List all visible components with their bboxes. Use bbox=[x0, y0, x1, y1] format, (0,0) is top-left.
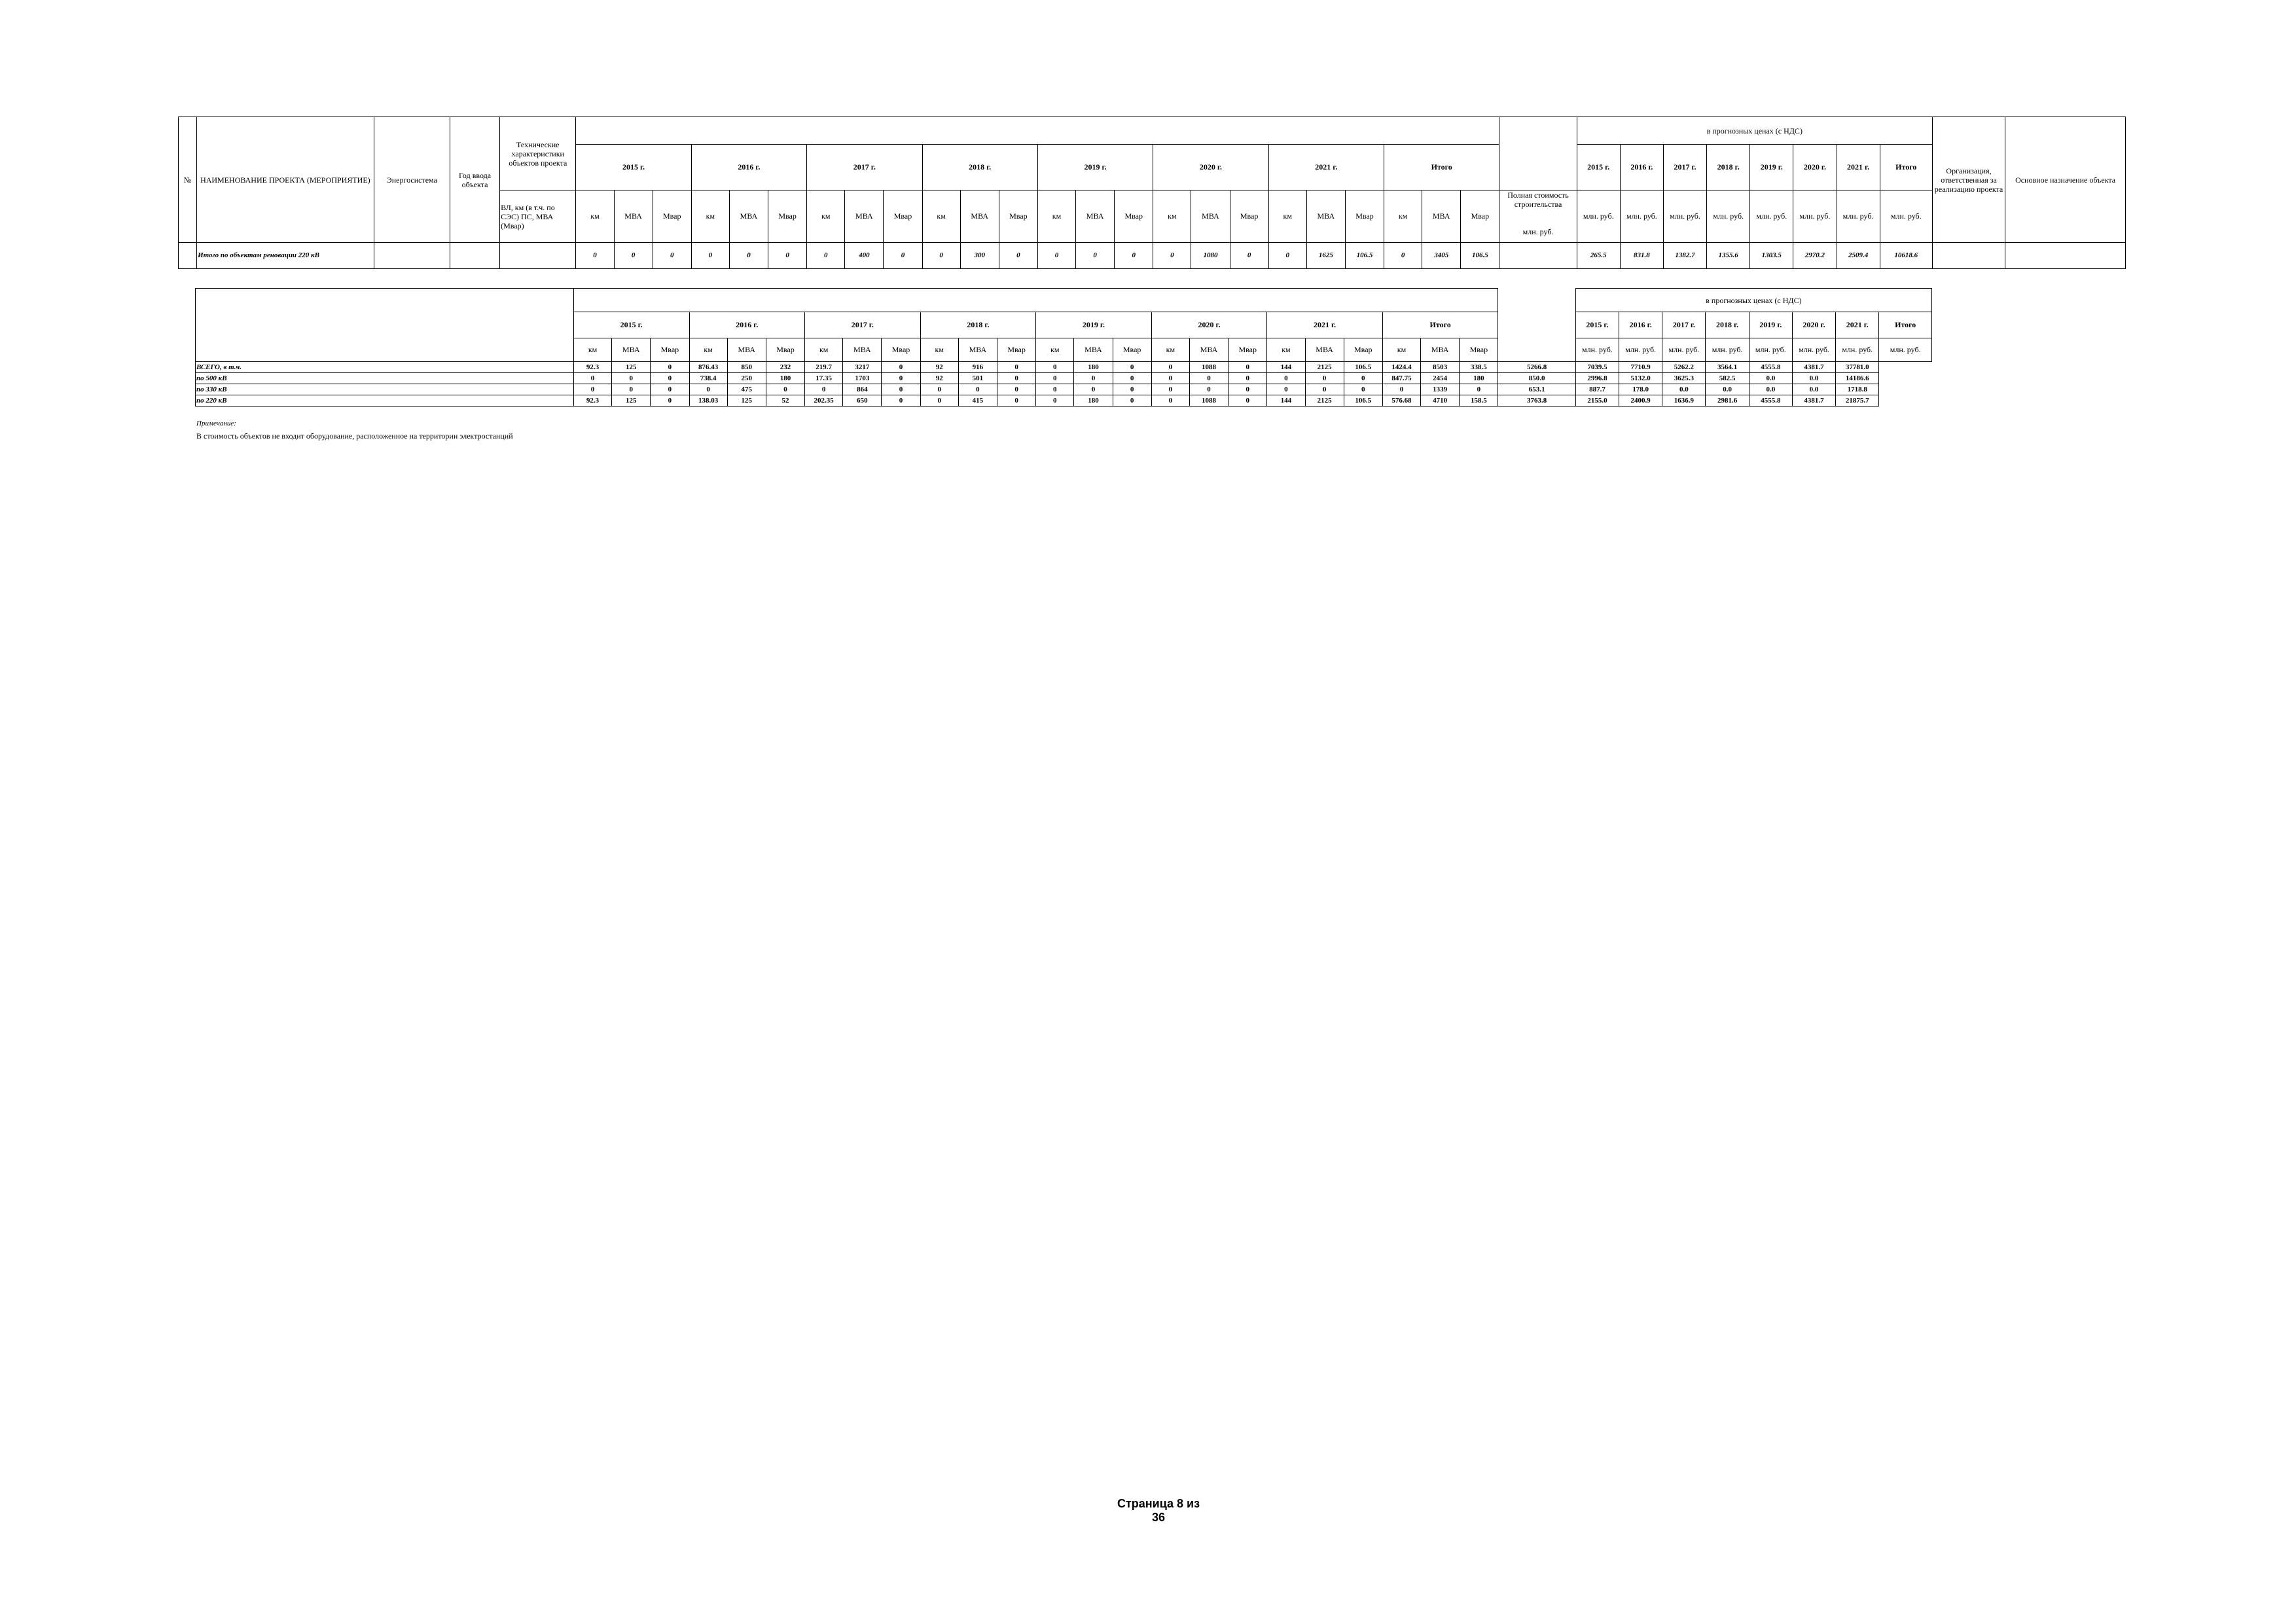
cost-cell: 10618.6 bbox=[1880, 243, 1932, 269]
value-cell: 180 bbox=[766, 373, 804, 384]
unit-header: МВА bbox=[727, 338, 766, 362]
year-header: 2021 г. bbox=[1268, 145, 1384, 190]
value-cell: 8503 bbox=[1421, 362, 1460, 373]
value-cell: 0 bbox=[1036, 384, 1074, 395]
value-cell: 92.3 bbox=[573, 362, 611, 373]
full-cost-label: Полная стоимость строительства bbox=[1507, 190, 1569, 209]
year-header: 2015 г. bbox=[573, 312, 689, 338]
year-header: 2020 г. bbox=[1153, 145, 1268, 190]
cost-year-header: 2021 г. bbox=[1836, 312, 1879, 338]
col-header-tech-characteristics: Технические характеристики объектов проекта bbox=[500, 117, 576, 190]
value-cell: 415 bbox=[958, 395, 997, 406]
table-row bbox=[196, 384, 1932, 395]
cost-cell: 887.7 bbox=[1575, 384, 1619, 395]
value-cell: 0 bbox=[1037, 243, 1075, 269]
value-cell: 0 bbox=[612, 373, 651, 384]
cost-year-header: 2018 г. bbox=[1706, 312, 1749, 338]
value-cell: 0 bbox=[1229, 373, 1267, 384]
year-header: 2017 г. bbox=[807, 145, 922, 190]
year-header: 2017 г. bbox=[805, 312, 921, 338]
value-cell: 0 bbox=[1074, 384, 1113, 395]
cost-year-header: 2020 г. bbox=[1792, 312, 1835, 338]
value-cell: 125 bbox=[612, 362, 651, 373]
value-cell: 250 bbox=[727, 373, 766, 384]
unit-header: Мвар bbox=[1115, 190, 1153, 243]
cost-year-header: 2019 г. bbox=[1749, 312, 1792, 338]
value-cell: 0 bbox=[1229, 395, 1267, 406]
value-cell: 106.5 bbox=[1461, 243, 1499, 269]
unit-header: Мвар bbox=[768, 190, 807, 243]
unit-header: МВА bbox=[845, 190, 884, 243]
cost-unit-header: млн. руб. bbox=[1749, 338, 1792, 362]
year-header: 2016 г. bbox=[691, 145, 806, 190]
value-cell: 0 bbox=[1230, 243, 1268, 269]
empty-cell bbox=[500, 243, 576, 269]
cost-cell: 2981.6 bbox=[1706, 395, 1749, 406]
value-cell: 0 bbox=[1153, 243, 1191, 269]
year-header: 2019 г. bbox=[1037, 145, 1153, 190]
value-cell: 0 bbox=[1115, 243, 1153, 269]
value-cell: 0 bbox=[1036, 373, 1074, 384]
cost-cell: 2400.9 bbox=[1619, 395, 1662, 406]
forecast-prices-header: в прогнозных ценах (с НДС) bbox=[1575, 289, 1931, 312]
unit-header: Мвар bbox=[1461, 190, 1499, 243]
value-cell: 847.75 bbox=[1382, 373, 1420, 384]
unit-header: Мвар bbox=[653, 190, 691, 243]
value-cell: 0 bbox=[729, 243, 768, 269]
value-cell: 916 bbox=[958, 362, 997, 373]
unit-header: Мвар bbox=[1344, 338, 1382, 362]
cost-cell: 2996.8 bbox=[1575, 373, 1619, 384]
cost-cell: 0.0 bbox=[1662, 384, 1706, 395]
unit-header: МВА bbox=[614, 190, 653, 243]
unit-header: км bbox=[805, 338, 843, 362]
cost-cell: 14186.6 bbox=[1836, 373, 1879, 384]
unit-header: МВА bbox=[960, 190, 999, 243]
value-cell: 1424.4 bbox=[1382, 362, 1420, 373]
cost-year-header: Итого bbox=[1880, 145, 1932, 190]
page-footer: Страница 8 из 36 bbox=[1117, 1497, 1200, 1524]
empty-cell bbox=[1499, 243, 1577, 269]
value-cell: 1339 bbox=[1421, 384, 1460, 395]
value-cell: 106.5 bbox=[1344, 362, 1382, 373]
cost-unit-header: млн. руб. bbox=[1575, 338, 1619, 362]
unit-header: Мвар bbox=[999, 190, 1037, 243]
empty-cell bbox=[1932, 243, 2005, 269]
unit-header: км bbox=[1036, 338, 1074, 362]
cost-cell: 1718.8 bbox=[1836, 384, 1879, 395]
unit-header: км bbox=[1267, 338, 1305, 362]
cost-cell: 4555.8 bbox=[1749, 362, 1792, 373]
value-cell: 0 bbox=[768, 243, 807, 269]
value-cell: 338.5 bbox=[1460, 362, 1498, 373]
value-cell: 0 bbox=[882, 373, 920, 384]
empty-header-cell bbox=[573, 289, 1498, 312]
col-header-organization: Организация, ответственная за реализацию проекта bbox=[1932, 117, 2005, 243]
value-cell: 0 bbox=[997, 395, 1036, 406]
col-header-purpose: Основное назначение объекта bbox=[2005, 117, 2126, 243]
unit-header: МВА bbox=[1076, 190, 1115, 243]
unit-header: Мвар bbox=[1229, 338, 1267, 362]
value-cell: 3217 bbox=[843, 362, 882, 373]
unit-header: Мвар bbox=[651, 338, 689, 362]
cost-unit-header: млн. руб. bbox=[1707, 190, 1750, 243]
unit-header: Мвар bbox=[1345, 190, 1384, 243]
value-cell: 0 bbox=[920, 384, 958, 395]
value-cell: 650 bbox=[843, 395, 882, 406]
value-cell: 106.5 bbox=[1344, 395, 1382, 406]
unit-header: км bbox=[689, 338, 727, 362]
cost-cell: 5132.0 bbox=[1619, 373, 1662, 384]
cost-unit-header: млн. руб. bbox=[1879, 338, 1932, 362]
cost-cell: 5266.8 bbox=[1498, 362, 1575, 373]
table-row bbox=[179, 243, 2126, 269]
unit-header: МВА bbox=[1305, 338, 1344, 362]
note-title: Примечание: bbox=[196, 420, 236, 427]
value-cell: 0 bbox=[997, 373, 1036, 384]
value-cell: 0 bbox=[1151, 362, 1189, 373]
cost-year-header: 2015 г. bbox=[1575, 312, 1619, 338]
value-cell: 0 bbox=[1267, 373, 1305, 384]
unit-header: км bbox=[691, 190, 729, 243]
value-cell: 52 bbox=[766, 395, 804, 406]
year-header: 2019 г. bbox=[1036, 312, 1152, 338]
value-cell: 158.5 bbox=[1460, 395, 1498, 406]
cost-cell: 1303.5 bbox=[1750, 243, 1793, 269]
col-header-full-cost bbox=[1499, 190, 1577, 243]
value-cell: 0 bbox=[958, 384, 997, 395]
cost-year-header: 2021 г. bbox=[1837, 145, 1880, 190]
cost-unit-header: млн. руб. bbox=[1620, 190, 1663, 243]
value-cell: 2454 bbox=[1421, 373, 1460, 384]
value-cell: 0 bbox=[999, 243, 1037, 269]
value-cell: 0 bbox=[576, 243, 614, 269]
unit-header: км bbox=[922, 190, 960, 243]
value-cell: 0 bbox=[612, 384, 651, 395]
cost-cell: 21875.7 bbox=[1836, 395, 1879, 406]
cost-unit-header: млн. руб. bbox=[1577, 190, 1620, 243]
value-cell: 180 bbox=[1460, 373, 1498, 384]
cost-cell: 3763.8 bbox=[1498, 395, 1575, 406]
value-cell: 501 bbox=[958, 373, 997, 384]
unit-header: Мвар bbox=[884, 190, 922, 243]
cost-unit-header: млн. руб. bbox=[1837, 190, 1880, 243]
value-cell: 17.35 bbox=[805, 373, 843, 384]
empty-header-cell bbox=[1499, 117, 1577, 190]
cost-year-header: 2020 г. bbox=[1793, 145, 1837, 190]
unit-header: км bbox=[920, 338, 958, 362]
value-cell: 0 bbox=[1229, 362, 1267, 373]
cost-cell: 4555.8 bbox=[1749, 395, 1792, 406]
cost-year-header: 2019 г. bbox=[1750, 145, 1793, 190]
value-cell: 2125 bbox=[1305, 362, 1344, 373]
cost-unit-header: млн. руб. bbox=[1880, 190, 1932, 243]
unit-header: МВА bbox=[729, 190, 768, 243]
value-cell: 0 bbox=[1151, 384, 1189, 395]
cost-year-header: 2017 г. bbox=[1663, 145, 1706, 190]
value-cell: 0 bbox=[1113, 362, 1151, 373]
value-cell: 125 bbox=[727, 395, 766, 406]
cost-cell: 5262.2 bbox=[1662, 362, 1706, 373]
cost-cell: 0.0 bbox=[1792, 384, 1835, 395]
value-cell: 1080 bbox=[1191, 243, 1230, 269]
value-cell: 0 bbox=[651, 395, 689, 406]
value-cell: 0 bbox=[689, 384, 727, 395]
cost-unit-header: млн. руб. bbox=[1750, 190, 1793, 243]
value-cell: 0 bbox=[1344, 373, 1382, 384]
value-cell: 850 bbox=[727, 362, 766, 373]
year-header: 2015 г. bbox=[576, 145, 691, 190]
spacer-column bbox=[1498, 289, 1575, 362]
value-cell: 864 bbox=[843, 384, 882, 395]
value-cell: 0 bbox=[573, 384, 611, 395]
unit-header: МВА bbox=[1189, 338, 1228, 362]
value-cell: 300 bbox=[960, 243, 999, 269]
note-text: В стоимость объектов не входит оборудование, расположенное на территории электростанций bbox=[196, 431, 513, 441]
value-cell: 0 bbox=[1267, 384, 1305, 395]
cost-unit-header: млн. руб. bbox=[1663, 190, 1706, 243]
value-cell: 0 bbox=[1268, 243, 1306, 269]
value-cell: 219.7 bbox=[805, 362, 843, 373]
value-cell: 0 bbox=[573, 373, 611, 384]
value-cell: 0 bbox=[614, 243, 653, 269]
value-cell: 1088 bbox=[1189, 362, 1228, 373]
unit-header: МВА bbox=[958, 338, 997, 362]
value-cell: 0 bbox=[997, 362, 1036, 373]
cost-year-header: 2016 г. bbox=[1619, 312, 1662, 338]
value-cell: 1088 bbox=[1189, 395, 1228, 406]
value-cell: 1625 bbox=[1306, 243, 1345, 269]
unit-header: Мвар bbox=[1230, 190, 1268, 243]
col-header-number: № bbox=[179, 117, 197, 243]
empty-cell bbox=[179, 243, 197, 269]
unit-header: км bbox=[573, 338, 611, 362]
value-cell: 0 bbox=[1460, 384, 1498, 395]
unit-header: МВА bbox=[1422, 190, 1461, 243]
value-cell: 0 bbox=[651, 362, 689, 373]
cost-cell: 2155.0 bbox=[1575, 395, 1619, 406]
unit-header: МВА bbox=[1306, 190, 1345, 243]
cost-cell: 37781.0 bbox=[1836, 362, 1879, 373]
unit-header: км bbox=[807, 190, 845, 243]
year-header: Итого bbox=[1384, 145, 1499, 190]
cost-cell: 831.8 bbox=[1620, 243, 1663, 269]
row-label: по 500 кВ bbox=[196, 373, 574, 384]
cost-cell: 1355.6 bbox=[1707, 243, 1750, 269]
value-cell: 0 bbox=[807, 243, 845, 269]
year-header: 2018 г. bbox=[920, 312, 1036, 338]
value-cell: 0 bbox=[1113, 373, 1151, 384]
cost-year-header: 2016 г. bbox=[1620, 145, 1663, 190]
cost-cell: 1636.9 bbox=[1662, 395, 1706, 406]
value-cell: 0 bbox=[884, 243, 922, 269]
unit-header: Мвар bbox=[1460, 338, 1498, 362]
cost-cell: 850.0 bbox=[1498, 373, 1575, 384]
value-cell: 1703 bbox=[843, 373, 882, 384]
cost-cell: 2509.4 bbox=[1837, 243, 1880, 269]
value-cell: 92 bbox=[920, 373, 958, 384]
table-row bbox=[196, 362, 1932, 373]
unit-header: МВА bbox=[843, 338, 882, 362]
value-cell: 3405 bbox=[1422, 243, 1461, 269]
unit-header: МВА bbox=[1074, 338, 1113, 362]
row-label: ВСЕГО, в т.ч. bbox=[196, 362, 574, 373]
value-cell: 0 bbox=[1076, 243, 1115, 269]
projects-table bbox=[178, 117, 2126, 269]
cost-unit-header: млн. руб. bbox=[1619, 338, 1662, 362]
cost-cell: 3564.1 bbox=[1706, 362, 1749, 373]
unit-header: км bbox=[1037, 190, 1075, 243]
forecast-prices-header: в прогнозных ценах (с НДС) bbox=[1577, 117, 1932, 145]
value-cell: 0 bbox=[1113, 384, 1151, 395]
cost-cell: 0.0 bbox=[1749, 373, 1792, 384]
cost-unit-header: млн. руб. bbox=[1662, 338, 1706, 362]
cost-cell: 0.0 bbox=[1706, 384, 1749, 395]
value-cell: 0 bbox=[1036, 362, 1074, 373]
cost-cell: 4381.7 bbox=[1792, 395, 1835, 406]
value-cell: 92.3 bbox=[573, 395, 611, 406]
value-cell: 180 bbox=[1074, 362, 1113, 373]
unit-header: Мвар bbox=[997, 338, 1036, 362]
cost-cell: 2970.2 bbox=[1793, 243, 1837, 269]
full-cost-unit: млн. руб. bbox=[1522, 227, 1554, 236]
value-cell: 0 bbox=[882, 395, 920, 406]
value-cell: 4710 bbox=[1421, 395, 1460, 406]
value-cell: 92 bbox=[920, 362, 958, 373]
value-cell: 0 bbox=[1305, 384, 1344, 395]
value-cell: 0 bbox=[653, 243, 691, 269]
row-label: по 330 кВ bbox=[196, 384, 574, 395]
value-cell: 0 bbox=[1229, 384, 1267, 395]
unit-header: МВА bbox=[1191, 190, 1230, 243]
cost-cell: 0.0 bbox=[1749, 384, 1792, 395]
value-cell: 0 bbox=[1036, 395, 1074, 406]
value-cell: 106.5 bbox=[1345, 243, 1384, 269]
cost-unit-header: млн. руб. bbox=[1793, 190, 1837, 243]
cost-cell: 7710.9 bbox=[1619, 362, 1662, 373]
unit-header: МВА bbox=[612, 338, 651, 362]
cost-year-header: 2018 г. bbox=[1707, 145, 1750, 190]
value-cell: 0 bbox=[805, 384, 843, 395]
cost-cell: 4381.7 bbox=[1792, 362, 1835, 373]
value-cell: 0 bbox=[766, 384, 804, 395]
row-label: по 220 кВ bbox=[196, 395, 574, 406]
value-cell: 0 bbox=[651, 373, 689, 384]
col-header-energy-system: Энергосистема bbox=[374, 117, 450, 243]
value-cell: 125 bbox=[612, 395, 651, 406]
unit-header: км bbox=[1151, 338, 1189, 362]
value-cell: 876.43 bbox=[689, 362, 727, 373]
value-cell: 0 bbox=[1151, 373, 1189, 384]
value-cell: 144 bbox=[1267, 395, 1305, 406]
value-cell: 0 bbox=[1189, 384, 1228, 395]
cost-cell: 3625.3 bbox=[1662, 373, 1706, 384]
cost-cell: 1382.7 bbox=[1663, 243, 1706, 269]
value-cell: 0 bbox=[920, 395, 958, 406]
unit-header: км bbox=[1384, 190, 1422, 243]
value-cell: 0 bbox=[1382, 384, 1420, 395]
value-cell: 144 bbox=[1267, 362, 1305, 373]
cost-cell: 0.0 bbox=[1792, 373, 1835, 384]
value-cell: 180 bbox=[1074, 395, 1113, 406]
value-cell: 576.68 bbox=[1382, 395, 1420, 406]
value-cell: 0 bbox=[1074, 373, 1113, 384]
cost-cell: 265.5 bbox=[1577, 243, 1620, 269]
year-header: 2016 г. bbox=[689, 312, 805, 338]
col-header-commissioning-year: Год ввода объекта bbox=[450, 117, 499, 243]
year-header: 2020 г. bbox=[1151, 312, 1267, 338]
unit-header: км bbox=[1268, 190, 1306, 243]
value-cell: 400 bbox=[845, 243, 884, 269]
value-cell: 0 bbox=[1305, 373, 1344, 384]
col-header-project-name: НАИМЕНОВАНИЕ ПРОЕКТА (МЕРОПРИЯТИЕ) bbox=[197, 117, 374, 243]
value-cell: 0 bbox=[882, 384, 920, 395]
empty-cell bbox=[374, 243, 450, 269]
cost-year-header: 2015 г. bbox=[1577, 145, 1620, 190]
value-cell: 138.03 bbox=[689, 395, 727, 406]
unit-header: Мвар bbox=[766, 338, 804, 362]
table-row bbox=[196, 373, 1932, 384]
empty-header-cell bbox=[576, 117, 1499, 145]
value-cell: 2125 bbox=[1305, 395, 1344, 406]
value-cell: 738.4 bbox=[689, 373, 727, 384]
unit-header: км bbox=[1382, 338, 1420, 362]
cost-cell: 582.5 bbox=[1706, 373, 1749, 384]
cost-cell: 653.1 bbox=[1498, 384, 1575, 395]
unit-header: км bbox=[576, 190, 614, 243]
value-cell: 202.35 bbox=[805, 395, 843, 406]
value-cell: 0 bbox=[1113, 395, 1151, 406]
empty-cell bbox=[450, 243, 499, 269]
unit-header: км bbox=[1153, 190, 1191, 243]
value-cell: 0 bbox=[1384, 243, 1422, 269]
year-header: Итого bbox=[1382, 312, 1498, 338]
year-header: 2021 г. bbox=[1267, 312, 1383, 338]
table-row bbox=[196, 395, 1932, 406]
unit-header: Мвар bbox=[882, 338, 920, 362]
unit-header: Мвар bbox=[1113, 338, 1151, 362]
value-cell: 0 bbox=[1189, 373, 1228, 384]
value-cell: 0 bbox=[691, 243, 729, 269]
value-cell: 0 bbox=[922, 243, 960, 269]
value-cell: 0 bbox=[651, 384, 689, 395]
cost-unit-header: млн. руб. bbox=[1792, 338, 1835, 362]
row-label: Итого по объектам реновации 220 кВ bbox=[197, 243, 374, 269]
cost-cell: 7039.5 bbox=[1575, 362, 1619, 373]
value-cell: 0 bbox=[1344, 384, 1382, 395]
empty-header-cell bbox=[196, 289, 574, 362]
unit-header: МВА bbox=[1421, 338, 1460, 362]
value-cell: 0 bbox=[882, 362, 920, 373]
value-cell: 232 bbox=[766, 362, 804, 373]
cost-unit-header: млн. руб. bbox=[1836, 338, 1879, 362]
cost-year-header: 2017 г. bbox=[1662, 312, 1706, 338]
value-cell: 0 bbox=[997, 384, 1036, 395]
year-header: 2018 г. bbox=[922, 145, 1037, 190]
cost-year-header: Итого bbox=[1879, 312, 1932, 338]
value-cell: 0 bbox=[1151, 395, 1189, 406]
summary-table bbox=[195, 288, 1932, 406]
tech-units-header: ВЛ, км (в т.ч. по СЭС) ПС, МВА (Мвар) bbox=[500, 190, 576, 243]
value-cell: 475 bbox=[727, 384, 766, 395]
empty-cell bbox=[2005, 243, 2126, 269]
cost-unit-header: млн. руб. bbox=[1706, 338, 1749, 362]
cost-cell: 178.0 bbox=[1619, 384, 1662, 395]
